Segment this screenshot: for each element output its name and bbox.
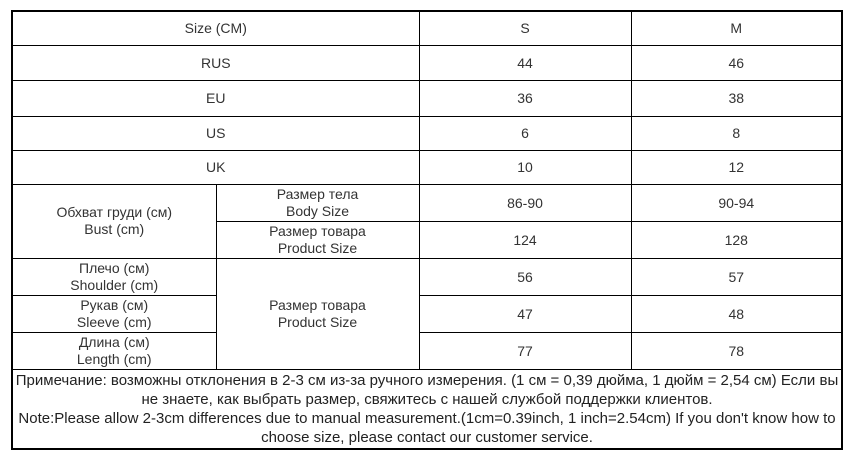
merged-product-size-en: Product Size: [277, 313, 358, 330]
sleeve-label-ru: Рукав (см): [80, 296, 149, 313]
sub-label-product-size: [216, 221, 419, 258]
us-value-m: 8: [631, 116, 842, 150]
header-size-m: M: [631, 11, 842, 45]
length-label-en: Length (cm): [76, 350, 152, 367]
table-row: [12, 116, 842, 150]
bust-label-ru: Обхват груди (см): [56, 204, 173, 220]
row-label-shoulder: [12, 258, 216, 295]
sub-label-body-size: [216, 184, 419, 221]
shoulder-label-ru: Плечо (см): [79, 259, 150, 276]
table-row: [12, 80, 842, 116]
sleeve-value-m: 48: [631, 295, 842, 332]
size-chart: [11, 10, 841, 450]
body-size-value-m: 90-94: [631, 184, 842, 221]
bust-product-value-s: 124: [419, 221, 631, 258]
length-value-s: 77: [419, 332, 631, 369]
length-label-ru: Длина (см): [78, 333, 150, 350]
body-size-label-ru: Размер тела: [276, 185, 359, 202]
table-row: [12, 150, 842, 184]
sleeve-value-s: 47: [419, 295, 631, 332]
table-row: [12, 45, 842, 80]
shoulder-label-en: Shoulder (cm): [70, 276, 159, 293]
eu-value-s: 36: [419, 80, 631, 116]
shoulder-value-s: 56: [419, 258, 631, 295]
row-label-rus: RUS: [12, 45, 419, 80]
rus-value-s: 44: [419, 45, 631, 80]
table-row: [12, 332, 842, 369]
table-row: [12, 295, 842, 332]
row-label-eu: EU: [12, 80, 419, 116]
eu-value-m: 38: [631, 80, 842, 116]
note-text-ru: Примечание: возможны отклонения в 2-3 см из-за ручного измерения. (1 см = 0,39 дюйма, 1 дюйм = 2,54 см) Если вы не знаете, как выбрать размер, свяжитесь с нашей службой поддержки клиентов.: [15, 371, 839, 408]
row-label-sleeve: [12, 295, 216, 332]
table-row: [12, 11, 842, 45]
shoulder-value-m: 57: [631, 258, 842, 295]
header-size-label: Size (CM): [12, 11, 419, 45]
header-size-s: S: [419, 11, 631, 45]
body-size-label-en: Body Size: [285, 202, 350, 219]
product-size-label-en: Product Size: [277, 239, 358, 256]
rus-value-m: 46: [631, 45, 842, 80]
sleeve-label-en: Sleeve (cm): [76, 313, 152, 330]
note-text-en: Note:Please allow 2-3cm differences due to manual measurement.(1cm=0.39inch, 1 inch=2.54cm) If you don't know how to choose size, please contact our customer service.: [18, 409, 836, 446]
row-label-uk: UK: [12, 150, 419, 184]
uk-value-s: 10: [419, 150, 631, 184]
bust-label-en: Bust (cm): [84, 221, 145, 237]
body-size-value-s: 86-90: [419, 184, 631, 221]
product-size-label-ru: Размер товара: [269, 222, 366, 239]
bust-product-value-m: 128: [631, 221, 842, 258]
us-value-s: 6: [419, 116, 631, 150]
row-label-us: US: [12, 116, 419, 150]
table-row: [12, 184, 842, 221]
table-row: [12, 369, 842, 449]
merged-label-product-size: [216, 258, 419, 369]
table-row: [12, 258, 842, 295]
row-label-length: [12, 332, 216, 369]
size-chart-table: [11, 10, 843, 450]
merged-product-size-ru: Размер товара: [269, 296, 366, 313]
note-cell: [12, 369, 842, 449]
uk-value-m: 12: [631, 150, 842, 184]
row-label-bust: [12, 184, 216, 258]
length-value-m: 78: [631, 332, 842, 369]
